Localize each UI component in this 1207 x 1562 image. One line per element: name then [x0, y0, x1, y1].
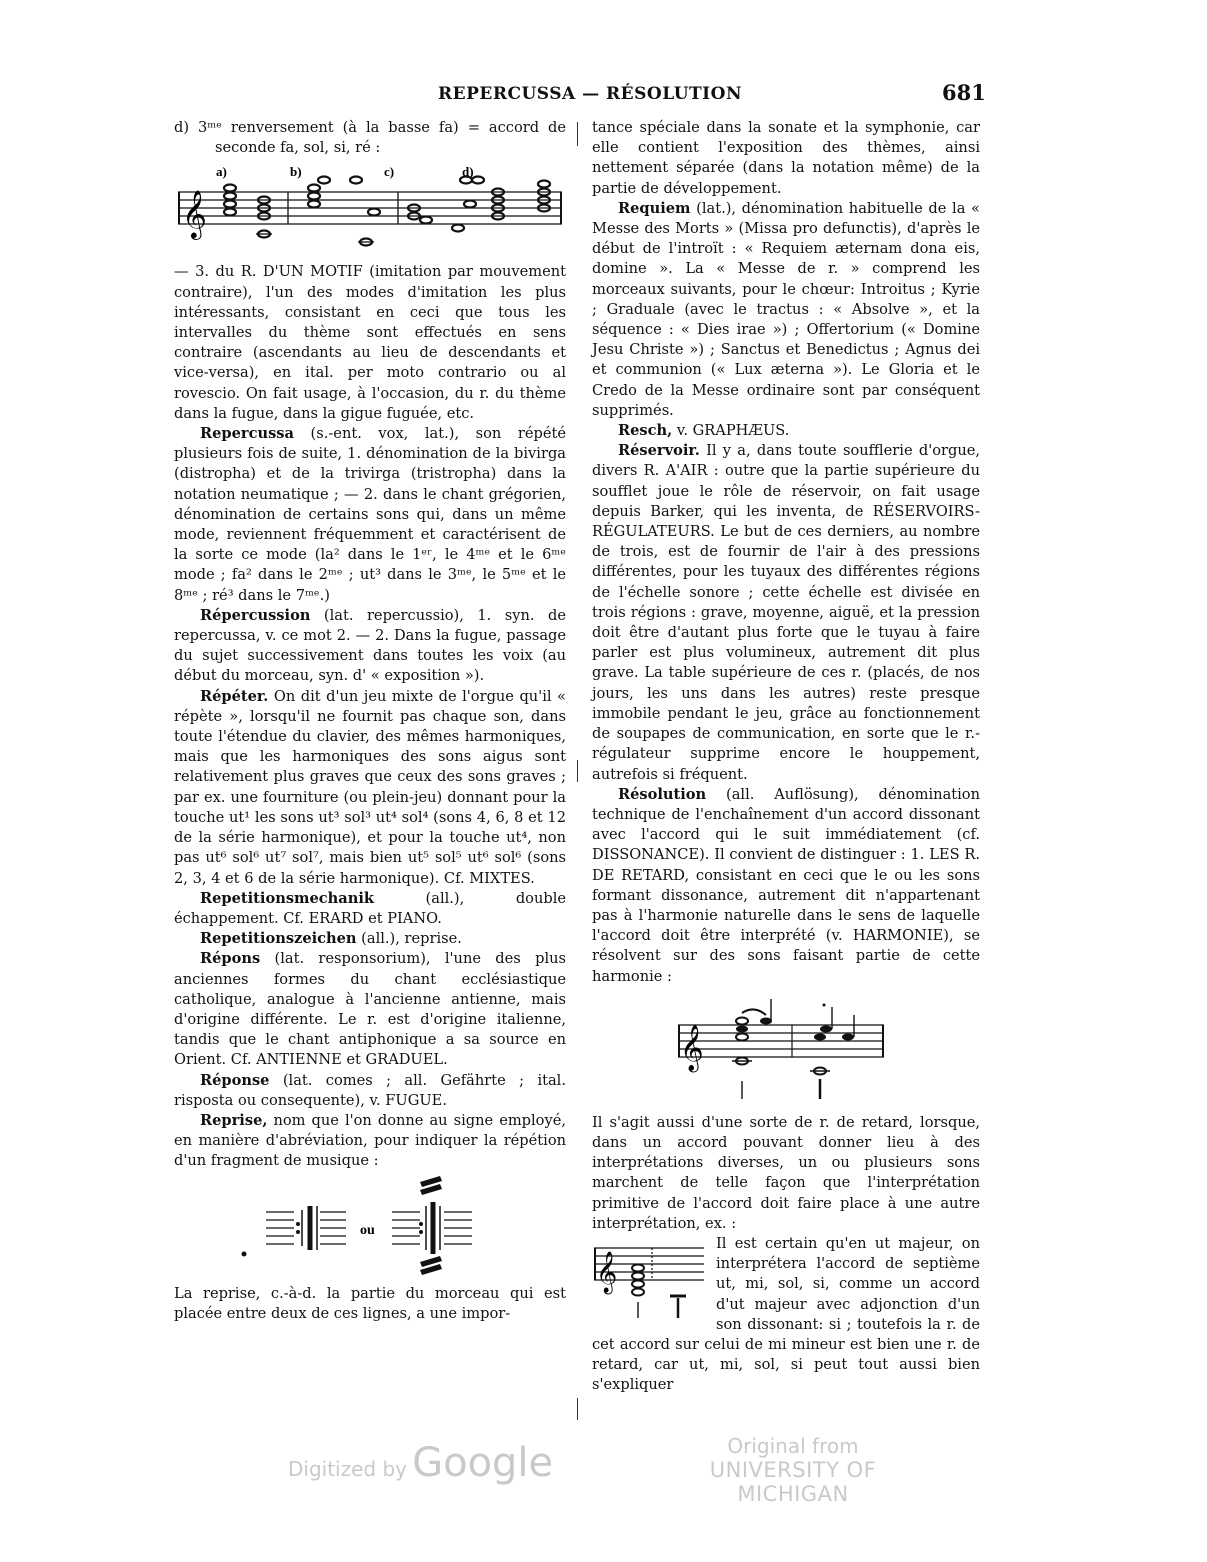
original-from-label: Original from	[727, 1434, 859, 1458]
svg-text:𝄞: 𝄞	[182, 189, 207, 239]
retard-paragraph: Il s'agit aussi d'une sorte de r. de retard, lorsque, dans un accord pouvant donner lieu à des interprétations diverses, un ou plusieurs sons marchent de telle façon que l'interprétation primitive de l'accord doit faire place à une autre interprétation, ex. :	[592, 1113, 980, 1232]
entry-text: (all.), double échappement. Cf. ERARD et PIANO.	[174, 889, 566, 927]
reprise-continuation: La reprise, c.-à-d. la partie du morceau qui est placée entre deux de ces lignes, a une impor-	[174, 1284, 566, 1322]
running-header	[0, 80, 1207, 114]
entry-term: Réponse	[200, 1071, 270, 1089]
entry-repetitionsmechanik	[174, 889, 566, 929]
continued-paragraph: tance spéciale dans la sonate et la symphonie, car elle contient l'exposition des thèmes, ainsi nettement séparée (dans la notation même) de la partie de développement.	[592, 119, 980, 197]
entry-resch	[592, 421, 980, 441]
figure-label-c: c)	[384, 164, 395, 180]
entry-text: Il y a, dans toute soufflerie d'orgue, divers R. A'AIR : outre que la partie supérieure du soufflet joue le rôle de réservoir, on fait usage depuis Barker, qui les inventa, de RÉSERVOIRS-RÉGULATEURS. Le but de ces derniers, au nombre de trois, est de fournir de l'air à des pressions différentes, pour les tuyaux des différentes régions de l'échelle sonore ; cette échelle est divisée en trois régions : grave, moyenne, aiguë, et la pression doit être d'autant plus forte que le tuyau à faire parler est plus volumineux, autrement dit plus grave. La table supérieure de ces r. (placés, de nos jours, les uns dans les autres) reste presque immobile pendant le jeu, grâce au fonctionnement de soupapes de communication, en sorte que le r.-régulateur supprime encore le houppement, autrefois si fréquent.	[592, 442, 980, 783]
seventh-chord-figure	[592, 1238, 708, 1320]
entry-term: Repetitionsmechanik	[200, 889, 374, 907]
entry-term: Réservoir.	[618, 442, 700, 460]
ut-majeur-paragraph: Il est certain qu'en ut majeur, on interprétera l'accord de septième ut, mi, sol, si, comme un accord d'ut majeur avec adjonction d'un son dissonant: si ; toutefois la r. de cet accord sur celui de mi mineur est bien une r. de retard, car ut, mi, sol, si peut tout aussi bien s'expliquer	[592, 1234, 980, 1394]
scan-footer	[0, 1400, 1207, 1506]
ut-majeur-block	[592, 1234, 980, 1396]
entry-repeter	[174, 687, 566, 889]
university-label: UNIVERSITY OF MICHIGAN	[709, 1458, 877, 1506]
entry-term: Repetitionszeichen	[200, 930, 357, 948]
entry-text: (lat. repercussio), 1. syn. de repercussa, v. ce mot 2. — 2. Dans la fugue, passage du sujet successivement dans toutes les voix (au début du morceau, syn. d' « exposition »).	[174, 606, 566, 685]
page-number: 681	[942, 80, 986, 105]
entry-term: Requiem	[618, 199, 691, 217]
original-from-watermark	[668, 1434, 918, 1506]
motif-paragraph: — 3. du R. D'UN MOTIF (imitation par mouvement contraire), l'un des modes d'imitation les plus intéressants, consistant en ceci que tous les intervalles du thème sont effectués en sens contraire (ascendants au lieu de descendants et vice-versa), en ital. per moto contrario ou al rovescio. On fait usage, à l'occasion, du r. du thème dans la fugue, dans la gigue fuguée, etc.	[174, 263, 566, 422]
svg-text:𝄞: 𝄞	[680, 1024, 704, 1071]
column-rule-mid	[577, 760, 578, 782]
google-wordmark: Google	[412, 1440, 554, 1486]
entry-reservoir	[592, 441, 980, 784]
entry-text: v. GRAPHÆUS.	[672, 422, 790, 440]
running-title: REPERCUSSA — RÉSOLUTION	[438, 84, 742, 104]
entry-text: On dit d'un jeu mixte de l'orgue qu'il « répète », lorsqu'il ne fournit pas chaque son, dans toute l'étendue du clavier, des mêmes harmoniques, mais que les harmoniques des sons aigus sont relativement plus graves que ceux des sons graves ; par ex. une fourniture (ou plein-jeu) donnant pour la touche ut¹ les sons ut³ sol³ ut⁴ sol⁴ (sons 4, 6, 8 et 12 de la série harmonique), et pour la touche ut⁴, non pas ut⁶ sol⁶ ut⁷ sol⁷, mais bien ut⁵ sol⁵ ut⁶ sol⁶ (sons 2, 3, 4 et 6 de la série harmonique). Cf. MIXTES.	[174, 687, 566, 887]
entry-repetitionszeichen	[174, 929, 566, 949]
entry-resolution	[592, 785, 980, 987]
entry-term: Resch,	[618, 422, 673, 440]
svg-text:𝄞: 𝄞	[596, 1251, 618, 1293]
entry-term: Répéter.	[200, 687, 269, 705]
entry-reprise	[174, 1111, 566, 1172]
column-rule-top	[577, 122, 578, 146]
suspension-example-figure	[592, 997, 980, 1107]
figure-label-b: b)	[290, 164, 302, 180]
digitized-label: Digitized by	[288, 1457, 407, 1481]
entry-text: (lat.), dénomination habituelle de la « Messe des Morts » (Missa pro defunctis), d'après le début de l'introït : « Requiem æternam dona eis, domine ». La « Messe de r. » comprend les morceaux suivants, pour le chœur: Introitus ; Kyrie ; Graduale (avec le tractus : « Absolve », et la séquence : « Dies irae ») ; Offertorium (« Domine Jesu Christe ») ; Sanctus et Benedictus ; Agnus dei et communion (« Lux æterna »). Le Gloria et le Credo de la Messe ordinaire sont par conséquent supprimés.	[592, 199, 980, 419]
right-column	[592, 118, 980, 1396]
entry-text: (lat. comes ; all. Gefährte ; ital. risposta ou consequente), v. FUGUE.	[174, 1071, 566, 1109]
entry-text: (all.), reprise.	[356, 930, 462, 948]
figure-label-d: d)	[462, 164, 474, 180]
figure-label-a: a)	[216, 164, 227, 180]
entry-repercussa	[174, 424, 566, 606]
left-column	[174, 118, 566, 1324]
entry-repons	[174, 949, 566, 1070]
entry-text: (lat. responsorium), l'une des plus anciennes formes du chant ecclésiastique catholique, analogue à l'ancienne antienne, mais d'origine différente. Le r. est d'origine italienne, tandis que le chant antiphonique a sa source en Orient. Cf. ANTIENNE et GRADUEL.	[174, 950, 566, 1069]
reprise-signs-figure	[174, 1176, 566, 1280]
entry-term: Résolution	[618, 785, 707, 803]
inversion-item-d: d) 3ᵐᵉ renversement (à la basse fa) = accord de seconde fa, sol, si, ré :	[174, 119, 566, 157]
digitized-by-watermark	[288, 1440, 553, 1486]
entry-text: nom que l'on donne au signe employé, en manière d'abréviation, pour indiquer la répétion d'un fragment de musique :	[174, 1111, 566, 1170]
entry-requiem	[592, 199, 980, 421]
entry-text: (s.-ent. vox, lat.), son répété plusieurs fois de suite, 1. dénomination de la bivirga (distropha) et de la trivirga (tristropha) dans la notation neumatique ; — 2. dans le chant grégorien, dénomination de certains sons qui, dans un même mode, reviennent fréquemment et caractérisent de la sorte ce mode (la² dans le 1ᵉʳ, le 4ᵐᵉ et le 6ᵐᵉ mode ; fa² dans le 2ᵐᵉ ; ut³ dans le 3ᵐᵉ, le 5ᵐᵉ et le 8ᵐᵉ ; ré³ dans le 7ᵐᵉ.)	[174, 425, 566, 604]
entry-reponse	[174, 1071, 566, 1111]
entry-term: Répercussion	[200, 606, 311, 624]
entry-repercussion	[174, 606, 566, 687]
entry-text: (all. Auflösung), dénomination technique de l'enchaînement d'un accord dissonant avec l'accord qui le suit immédiatement (cf. DISSONANCE). Il convient de distinguer : 1. LES R. DE RETARD, consistant en ceci que le ou les sons formant dissonance, autrement dit n'appartenant pas à l'harmonie naturelle dans le sens de laquelle l'accord doit être interprété (v. HARMONIE), se résolvent sur des sons faisant partie de cette harmonie :	[592, 785, 980, 985]
entry-term: Répons	[200, 950, 261, 968]
inversion-chords-figure	[174, 162, 566, 258]
entry-term: Reprise,	[200, 1111, 268, 1129]
ou-label: ou	[360, 1222, 375, 1238]
entry-term: Repercussa	[200, 425, 294, 443]
